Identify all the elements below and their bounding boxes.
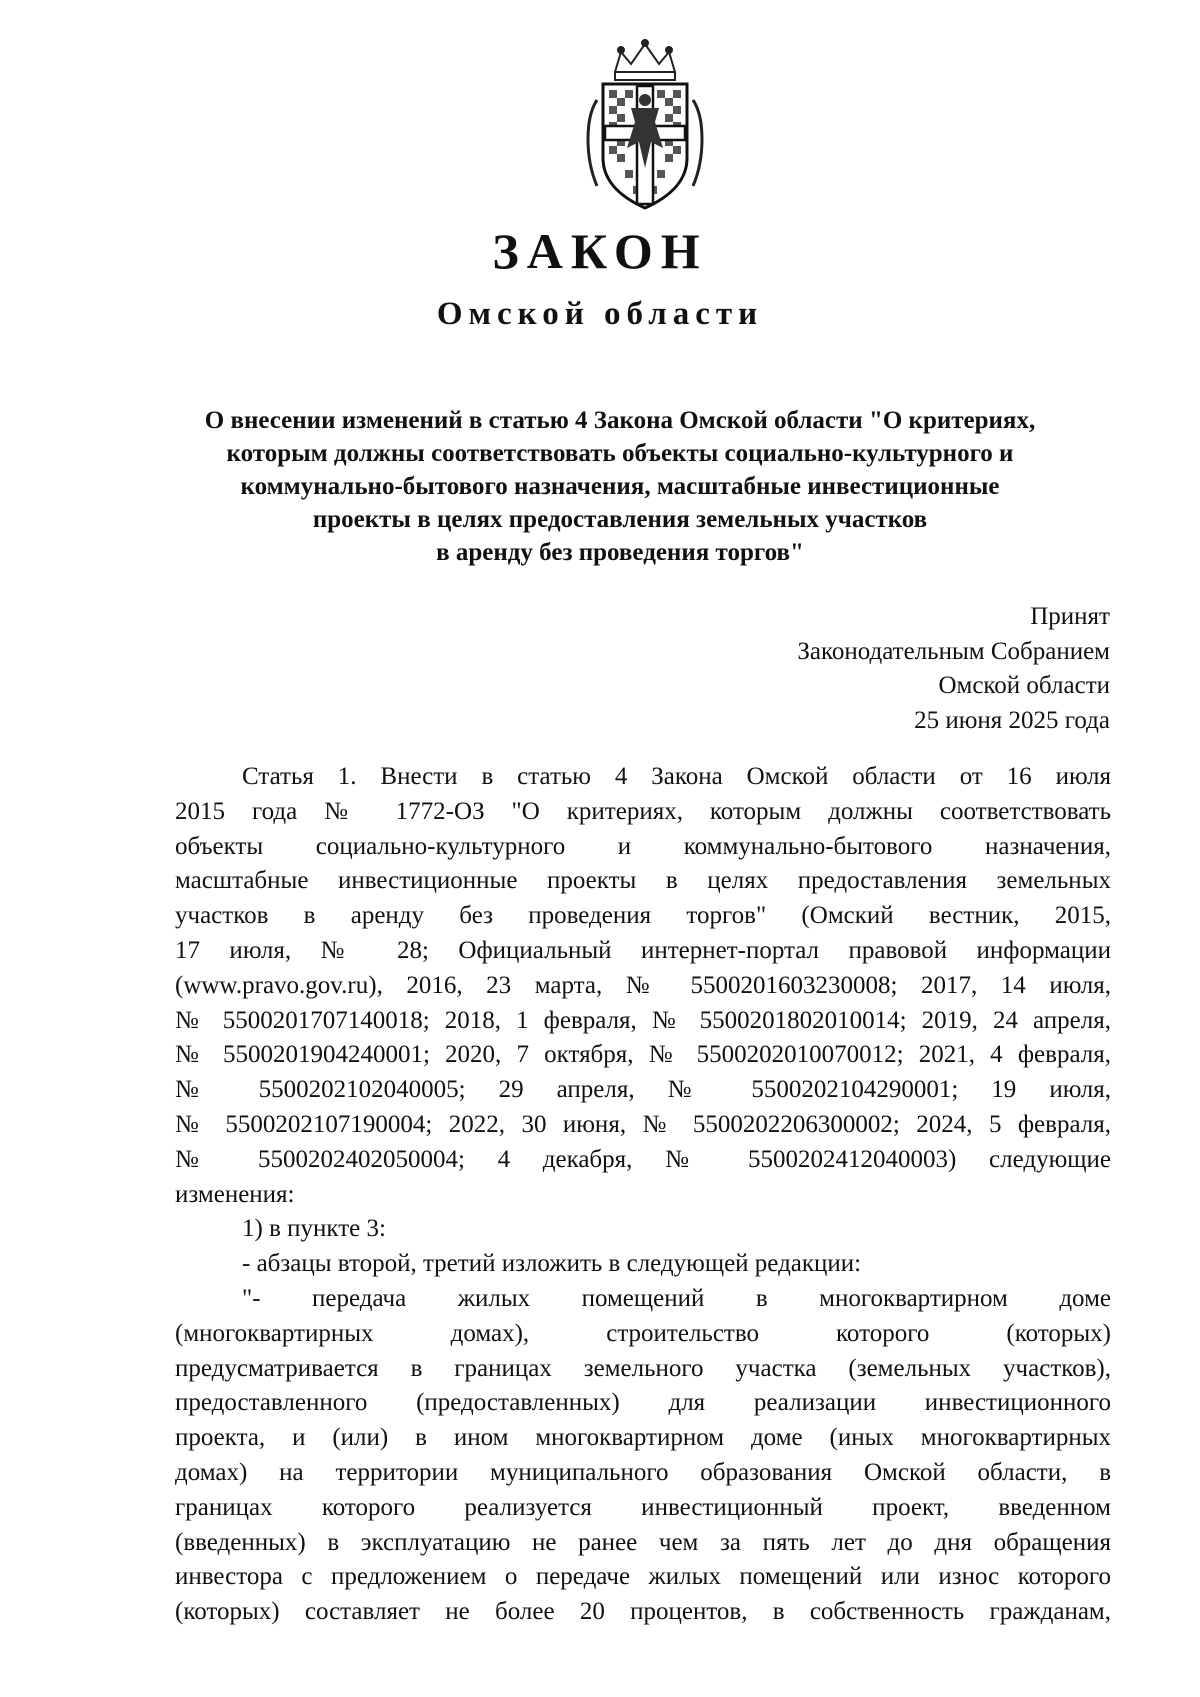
adoption-block (797, 600, 1110, 738)
body-line: Статья 1. Внести в статью 4 Закона Омской области от 16 июля (242, 763, 1111, 790)
heading-line: которым должны соответствовать объекты социально-культурного и (226, 440, 1014, 467)
body-line: № 5500202102040005; 29 апреля, № 5500202104290001; 19 июля, (175, 1076, 1111, 1104)
body-line: объекты социально-культурного и коммунально-бытового назначения, (175, 832, 1111, 860)
body-line: изменения: (175, 1180, 295, 1208)
heading-line: в аренду без проведения торгов" (436, 539, 804, 566)
body-line: предусматривается в границах земельного участка (земельных участков), (175, 1354, 1111, 1382)
omsk-coat-of-arms-icon (575, 38, 715, 216)
body-line: 2015 года № 1772-ОЗ "О критериях, которым должны соответствовать (175, 797, 1111, 825)
law-title: ЗАКОН (492, 223, 708, 279)
adoption-date: 25 июня 2025 года (914, 706, 1110, 734)
document-heading (160, 404, 1080, 569)
body-line: масштабные инвестиционные проекты в целях предоставления земельных (175, 867, 1111, 895)
body-line: границах которого реализуется инвестиционный проект, введенном (175, 1493, 1111, 1521)
body-line: "- передача жилых помещений в многоквартирном доме (242, 1284, 1111, 1312)
heading-line: коммунально-бытового назначения, масштабные инвестиционные (240, 473, 1000, 500)
body-line: № 5500201707140018; 2018, 1 февраля, № 5500201802010014; 2019, 24 апреля, (175, 1006, 1111, 1034)
heading-line: О внесении изменений в статью 4 Закона Омской области "О критериях, (204, 407, 1036, 434)
body-line: (введенных) в эксплуатацию не ранее чем за пять лет до дня обращения (175, 1528, 1111, 1556)
adoption-line: Омской области (938, 672, 1110, 699)
body-text (175, 760, 1111, 1630)
body-line: (www.pravo.gov.ru), 2016, 23 марта, № 5500201603230008; 2017, 14 июля, (175, 971, 1111, 999)
body-line: (многоквартирных домах), строительство которого (которых) (175, 1319, 1111, 1347)
body-line: № 5500202107190004; 2022, 30 июня, № 5500202206300002; 2024, 5 февраля, (175, 1110, 1111, 1138)
adoption-line: Законодательным Собранием (797, 637, 1110, 665)
body-line: проекта, и (или) в ином многоквартирном доме (иных многоквартирных (175, 1424, 1111, 1452)
body-line: 1) в пункте 3: (242, 1215, 386, 1243)
body-line: - абзацы второй, третий изложить в следующей редакции: (242, 1250, 862, 1278)
heading-line: проекты в целях предоставления земельных участков (312, 506, 928, 533)
law-region-subtitle: Омской области (436, 296, 764, 332)
body-line: домах) на территории муниципального образования Омской области, в (175, 1458, 1111, 1486)
body-line: № 5500201904240001; 2020, 7 октября, № 5500202010070012; 2021, 4 февраля, (175, 1041, 1111, 1069)
adoption-line: Принят (1030, 603, 1110, 630)
body-line: инвестора с предложением о передаче жилых помещений или износ которого (175, 1563, 1111, 1591)
body-line: (которых) составляет не более 20 процентов, в собственность гражданам, (175, 1598, 1111, 1626)
body-line: предоставленного (предоставленных) для реализации инвестиционного (175, 1389, 1111, 1417)
body-line: участков в аренду без проведения торгов" (Омский вестник, 2015, (175, 902, 1111, 930)
body-line: № 5500202402050004; 4 декабря, № 5500202412040003) следующие (175, 1145, 1111, 1173)
body-line: 17 июля, № 28; Официальный интернет-портал правовой информации (175, 936, 1111, 964)
